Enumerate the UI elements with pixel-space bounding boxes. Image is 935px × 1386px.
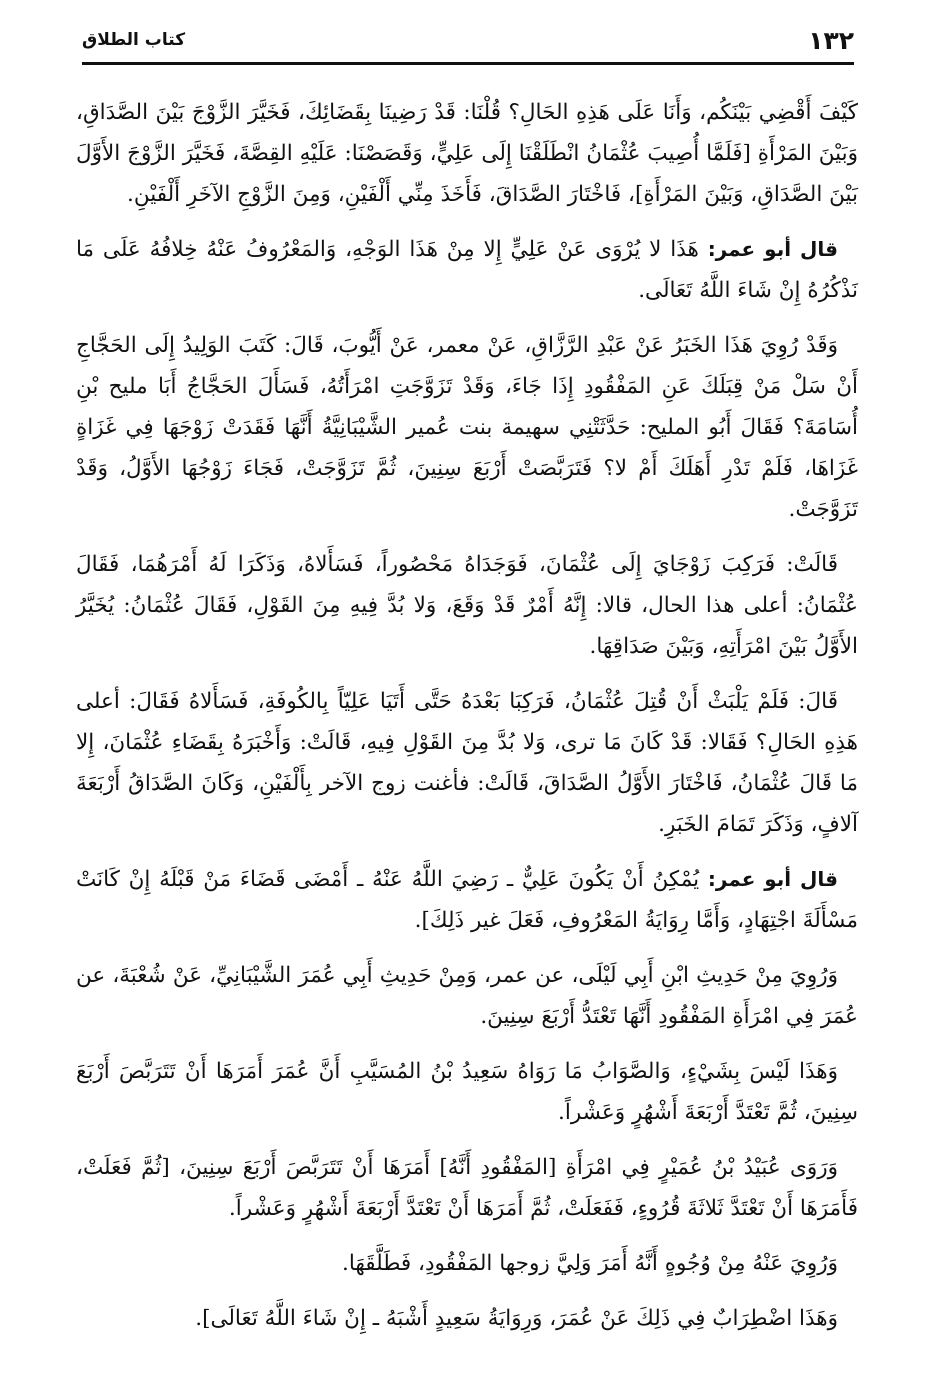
- paragraph: [76, 325, 858, 530]
- paragraph: [76, 92, 858, 215]
- body-text: [76, 92, 858, 1353]
- paragraph-text: يُمْكِنُ أَنْ يَكُونَ عَلِيٌّ ـ رَضِيَ اللَّهُ عَنْهُ ـ أَمْضَى قَضَاءَ مَنْ قَبْلَهُ إِنْ كَانَتْ مَسْأَلَةَ اجْتِهَادٍ، وَأَمَّا رِوَايَةُ المَعْرُوفِ، فَعَلَ غير ذَلِكَ].: [76, 867, 858, 933]
- paragraph: [76, 1298, 858, 1339]
- paragraph: [76, 229, 858, 311]
- paragraph-lead: قال أبو عمر:: [707, 867, 838, 891]
- paragraph-text: كَيْفَ أَقْضِي بَيْنَكُم، وَأَنَا عَلَى هَذِهِ الحَالِ؟ قُلْنَا: قَدْ رَضِينَا بِقَضَائِكَ، فَخَيَّرَ الزَّوْجَ بَيْنَ الصَّدَاقِ، وَبَيْنَ المَرْأَةِ [فَلَمَّا أُصِيبَ عُثْمَانُ انْطَلَقْنَا إِلَى عَلِيٍّ، وَقَصَصْنَا: عَلَيْهِ القِصَّةَ، فَخَيَّرَ الزَّوْجَ الأَوَّلَ بَيْنَ الصَّدَاقِ، وَبَيْنَ المَرْأَةِ]، فَاخْتَارَ الصَّدَاقَ، فَأَخَذَ مِنِّي أَلْفَيْنِ، وَمِنَ الزَّوْجِ الآخَرِ أَلْفَيْنِ.: [76, 100, 858, 207]
- page-number: ١٣٢: [808, 26, 854, 55]
- paragraph: [76, 1147, 858, 1229]
- paragraph: [76, 1243, 858, 1284]
- header-rule: [82, 62, 854, 65]
- paragraph-text: قَالَتْ: فَرَكِبَ زَوْجَايَ إِلَى عُثْمَانَ، فَوَجَدَاهُ مَحْصُوراً، فَسَأَلاهُ، وَذَكَرَا لَهُ أَمْرَهُمَا، فَقَالَ عُثْمَانُ: أعلى هذا الحال، قالا: إِنَّهُ أَمْرٌ قَدْ وَقَعَ، وَلا بُدَّ فِيهِ مِنَ القَوْلِ، فَقَالَ عُثْمَانُ: يُخَيَّرُ الأَوَّلُ بَيْنَ امْرَأَتِهِ، وَبَيْنَ صَدَاقِهَا.: [76, 552, 858, 659]
- paragraph: [76, 1051, 858, 1133]
- paragraph-text: وَهَذَا اضْطِرَابٌ فِي ذَلِكَ عَنْ عُمَرَ، وَرِوَايَةُ سَعِيدٍ أَشْبَهُ ـ إِنْ شَاءَ اللَّهُ تَعَالَى].: [195, 1306, 838, 1331]
- paragraph-text: وَرَوَى عُبَيْدُ بْنُ عُمَيْرٍ فِي امْرَأَةِ [المَفْقُودِ أَنَّهُ] أَمَرَهَا أَنْ تَتَرَبَّصَ أَرْبَعَ سِنِينَ، [ثُمَّ فَعَلَتْ، فَأَمَرَهَا أَنْ تَعْتَدَّ ثَلاثَةَ قُرُوءٍ، فَفَعَلَتْ، ثُمَّ أَمَرَهَا أَنْ تَعْتَدَّ أَرْبَعَةَ أَشْهُرٍ وَعَشْراً.: [76, 1155, 858, 1221]
- paragraph: [76, 681, 858, 845]
- page-header: [82, 26, 854, 64]
- paragraph: [76, 859, 858, 941]
- paragraph: [76, 955, 858, 1037]
- paragraph: [76, 544, 858, 667]
- paragraph-text: هَذَا لا يُرْوَى عَنْ عَلِيٍّ إِلا مِنْ هَذَا الوَجْهِ، وَالمَعْرُوفُ عَنْهُ خِلافُهُ عَلَى مَا نَذْكُرُهُ إِنْ شَاءَ اللَّهُ تَعَالَى.: [76, 237, 858, 303]
- paragraph-text: وَقَدْ رُوِيَ هَذَا الخَبَرُ عَنْ عَبْدِ الرَّزَّاقِ، عَنْ معمر، عَنْ أَيُّوبَ، قَالَ: كَتَبَ الوَلِيدُ إِلَى الحَجَّاجِ أَنْ سَلْ مَنْ قِبَلَكَ عَنِ المَفْقُودِ إِذَا جَاءَ، وَقَدْ تَزَوَّجَتِ امْرَأَتُهُ، فَسَأَلَ الحَجَّاجُ أَبَا مليح بْنِ أُسَامَةَ؟ فَقَالَ أَبُو المليح: حَدَّثَتْنِي سهيمة بنت عُمير الشَّيْبَانِيَّةُ أَنَّهَا فَقَدَتْ زَوْجَهَا فِي غَزَاةٍ غَزَاهَا، فَلَمْ تَدْرِ أَهَلَكَ أَمْ لا؟ فَتَرَبَّصَتْ أَرْبَعَ سِنِينَ، ثُمَّ تَزَوَّجَتْ، فَجَاءَ زَوْجُهَا الأَوَّلُ، وَقَدْ تَزَوَّجَتْ.: [76, 333, 858, 522]
- paragraph-lead: قال أبو عمر:: [707, 237, 838, 261]
- paragraph-text: وَرُوِيَ عَنْهُ مِنْ وُجُوهٍ أَنَّهُ أَمَرَ وَلِيَّ زوجها المَفْقُودِ، فَطَلَّقَهَا.: [342, 1251, 838, 1276]
- paragraph-text: وَهَذَا لَيْسَ بِشَيْءٍ، وَالصَّوَابُ مَا رَوَاهُ سَعِيدُ بْنُ المُسَيَّبِ أَنَّ عُمَرَ أَمَرَهَا أَنْ تَتَرَبَّصَ أَرْبَعَ سِنِينَ، ثُمَّ تَعْتَدَّ أَرْبَعَةَ أَشْهُرٍ وَعَشْراً.: [76, 1059, 858, 1125]
- running-title: كتاب الطلاق: [82, 30, 186, 50]
- paragraph-text: وَرُوِيَ مِنْ حَدِيثِ ابْنِ أَبِي لَيْلَى، عن عمر، وَمِنْ حَدِيثِ أَبِي عُمَرَ الشَّيْبَانِيِّ، عَنْ شُعْبَةَ، عن عُمَرَ فِي امْرَأَةِ المَفْقُودِ أَنَّهَا تَعْتَدُّ أَرْبَعَ سِنِينَ.: [76, 963, 858, 1029]
- paragraph-text: قَالَ: فَلَمْ يَلْبَثْ أَنْ قُتِلَ عُثْمَانُ، فَرَكِبَا بَعْدَهُ حَتَّى أَتَيَا عَلِيّاً بِالكُوفَةِ، فَسَأَلاهُ فَقَالَ: أعلى هَذِهِ الحَالِ؟ فَقَالا: قَدْ كَانَ مَا ترى، وَلا بُدَّ مِنَ القَوْلِ فِيهِ، قَالَتْ: وَأَخْبَرَهُ بِقَضَاءِ عُثْمَانَ، إِلا مَا قَالَ عُثْمَانُ، فَاخْتَارَ الأَوَّلُ الصَّدَاقَ، قَالَتْ: فأغنت زوج الآخر بِأَلْفَيْنِ، وَكَانَ الصَّدَاقُ أَرْبَعَةَ آلافٍ، وَذَكَرَ تَمَامَ الخَبَرِ.: [76, 689, 858, 837]
